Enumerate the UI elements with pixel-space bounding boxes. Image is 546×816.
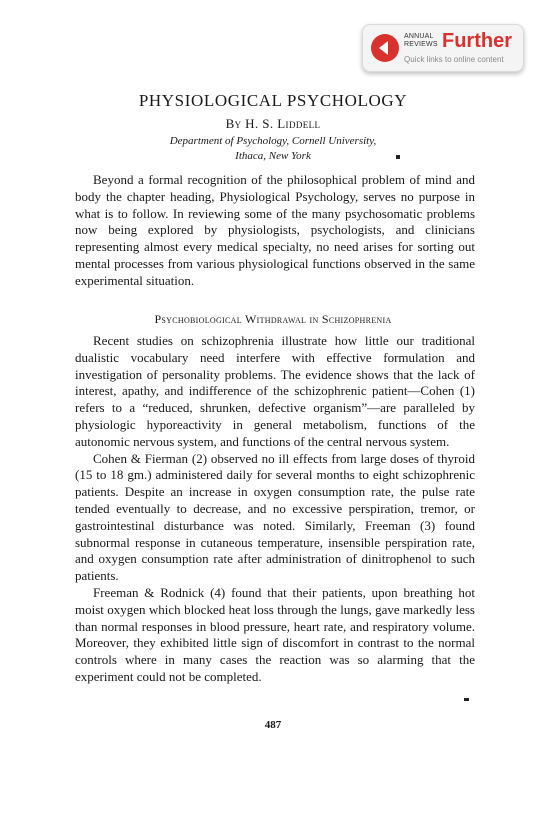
author-line: By H. S. Liddell	[225, 116, 321, 131]
page-number: 487	[264, 719, 282, 731]
badge-subtitle: Quick links to online content	[404, 55, 504, 64]
section-body	[75, 333, 475, 686]
body-paragraph: Recent studies on schizophrenia illustrate how little our traditional dualistic vocabulary need interfere with effective formulation and investigation of personality problems. The evidence shows that the lack of interest, apathy, and indifference of the schizophrenic patient—Cohen (1) refers to a “reduced, shrunken, defective organism”—are paralleled by physiologic hyporeactivity in general metabolism, functions of the autonomic nervous system, and functions of the central nervous system.	[75, 333, 475, 449]
badge-reviews-text: REVIEWS	[404, 41, 438, 48]
back-arrow-icon	[371, 34, 399, 62]
further-links-badge[interactable]	[362, 24, 524, 72]
intro-paragraph: Beyond a formal recognition of the philosophical problem of mind and body the chapter heading, Physiological Psychology, serves no purpose in what is to follow. In reviewing some of the many psychosomatic problems now being explored by physiologists, psychologists, and clinicians representing almost every medical specialty, no need arises for sorting out mental processes from various physiological functions observed in the same experimental situation.	[75, 172, 475, 288]
article-title: PHYSIOLOGICAL PSYCHOLOGY	[138, 91, 408, 110]
author-affiliation	[0, 134, 546, 164]
body-paragraph: Cohen & Fierman (2) observed no ill effects from large doses of thyroid (15 to 18 gm.) administered daily for several months to eight schizophrenic patients. Despite an increase in oxygen consumption rate, the pulse rate tended eventually to decrease, and no excessive perspiration, tremor, or gastrointestinal disturbance was noted. Similarly, Freeman (3) found subnormal response in cutaneous temperature, insensible perspiration rate, and oxygen consumption rate after administration of dinitrophenol to such patients.	[75, 450, 475, 584]
affiliation-line-2: Ithaca, New York	[235, 150, 311, 162]
section-heading: Psychobiological Withdrawal in Schizophrenia	[154, 312, 392, 326]
affiliation-line-1: Department of Psychology, Cornell University,	[169, 135, 377, 147]
annual-reviews-label	[404, 33, 438, 49]
intro-paragraph-block	[75, 172, 475, 290]
body-paragraph: Freeman & Rodnick (4) found that their patients, upon breathing hot moist oxygen which blocked heat loss through the lungs, gave markedly less than normal responses in blood pressure, heart rate, and respiratory volume. Moreover, they exhibited little sign of discomfort in contrast to the normal controls where in many cases the reaction was so alarming that the experiment could not be completed.	[75, 584, 475, 684]
badge-annual-text: ANNUAL	[404, 33, 434, 40]
margin-mark	[396, 155, 400, 159]
margin-mark	[464, 698, 469, 701]
badge-further-text: Further	[442, 30, 512, 52]
